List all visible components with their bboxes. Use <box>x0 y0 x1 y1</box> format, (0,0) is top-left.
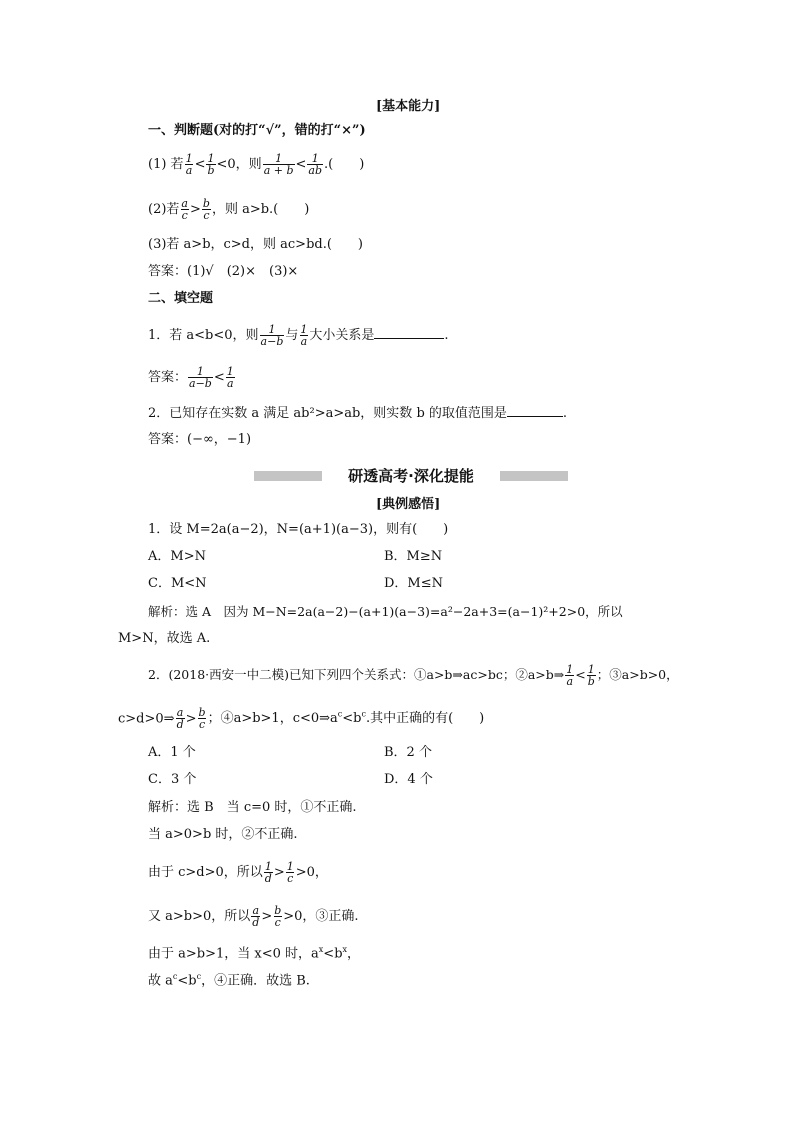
example-2-question-line-1: 2．(2018·西安一中二模)已知下列四个关系式：①a>b⇒ac>bc；②a>b⇒ $\frac{1}{a}$ < $\frac{1}{b}$ ；③a>b>0， <box>148 663 679 688</box>
example-2-solution-line-5: 由于 a>b>1，当 x<0 时，$a^x<b^x$， <box>148 945 361 962</box>
section-header-examples: [典例感悟] <box>376 497 441 512</box>
example-2-option-c: C．3 个 <box>148 772 197 787</box>
example-2-solution-line-1: 解析：选 B 当 c=0 时，①不正确. <box>148 800 357 815</box>
section-banner <box>254 466 568 486</box>
fraction: $\frac{1}{a}$ <box>300 323 308 348</box>
fraction: $\frac{a}{d}$ <box>176 706 184 732</box>
banner-title: 研透高考·深化提能 <box>322 466 500 486</box>
fraction: $\frac{1}{a}$ <box>185 152 193 177</box>
fraction: $\frac{a}{c}$ <box>181 197 188 222</box>
example-2-solution-line-6: 故 $a^c<b^c$，④正确．故选 B. <box>148 972 310 989</box>
fraction: $\frac{1}{a}$ <box>566 663 574 688</box>
section-title-fill: 二、填空题 <box>148 291 214 306</box>
section-header-basic: [基本能力] <box>376 99 441 114</box>
fill-question-1: 1．若 a<b<0，则 $\frac{1}{a-b}$ 与 $\frac{1}{a}$ 大小关系是 . <box>148 323 449 348</box>
fraction: $\frac{1}{a + b}$ <box>263 152 294 177</box>
example-1-solution-line-2: M>N，故选 A. <box>118 631 211 646</box>
example-1-option-c: C．M<N <box>148 576 207 591</box>
answer-judge: 答案：(1)√ (2)× (3)× <box>148 264 299 279</box>
fill-question-2: 2．已知存在实数 a 满足 ab²>a>ab，则实数 b 的取值范围是 . <box>148 406 568 421</box>
fraction: $\frac{1}{a-b}$ <box>260 323 284 348</box>
answer-blank <box>374 326 444 339</box>
fraction: $\frac{1}{ab}$ <box>308 152 323 177</box>
fill-answer-1: 答案： $\frac{1}{a-b}$ < $\frac{1}{a}$ <box>148 365 234 390</box>
question-1-2: (2)若 $\frac{a}{c}$ > $\frac{b}{c}$ ，则 a>b.( ) <box>148 197 310 222</box>
example-1-option-b: B．M≥N <box>384 549 443 564</box>
fraction: $\frac{b}{c}$ <box>198 706 206 732</box>
example-1-option-a: A．M>N <box>148 549 206 564</box>
fraction: $\frac{1}{b}$ <box>587 663 595 688</box>
q-text: (1) 若 <box>148 157 184 172</box>
example-2-solution-line-2: 当 a>0>b 时，②不正确. <box>148 827 298 842</box>
example-2-option-d: D．4 个 <box>384 772 433 787</box>
example-1-question: 1．设 M=2a(a−2)，N=(a+1)(a−3)，则有( ) <box>148 522 449 537</box>
fraction: $\frac{b}{c}$ <box>274 904 282 929</box>
example-2-solution-line-4: 又 a>b>0，所以 $\frac{a}{d}$ > $\frac{b}{c}$ >0，③正确. <box>148 904 359 929</box>
example-2-option-b: B．2 个 <box>384 745 432 760</box>
example-2-solution-line-3: 由于 c>d>0，所以 $\frac{1}{d}$ > $\frac{1}{c}$ >0， <box>148 860 328 885</box>
fraction: $\frac{1}{c}$ <box>286 860 294 885</box>
example-1-solution-line-1: 解析：选 A 因为 M−N=2a(a−2)−(a+1)(a−3)=a²−2a+3=(a−1)²+2>0，所以 <box>148 604 623 619</box>
example-2-option-a: A．1 个 <box>148 745 196 760</box>
question-1-1: (1) 若 $\frac{1}{a}$ < $\frac{1}{b}$ <0，则 $\frac{1}{a + b}$ < $\frac{1}{ab}$ .( ) <box>148 152 365 177</box>
banner-bar-left <box>254 471 324 481</box>
example-2-question-line-2: c>d>0⇒ $\frac{a}{d}$ > $\frac{b}{c}$ ；④a>b>1，$c<0\Rightarrow a^c<b^c$.其中正确的有( ) <box>118 706 485 732</box>
banner-bar-right <box>498 471 568 481</box>
fraction: $\frac{1}{b}$ <box>207 152 215 177</box>
fraction: $\frac{1}{a-b}$ <box>189 365 212 390</box>
answer-blank <box>507 404 563 417</box>
fill-answer-2: 答案：(−∞，−1) <box>148 432 252 447</box>
question-1-3: (3)若 a>b，c>d，则 ac>bd.( ) <box>148 237 363 252</box>
fraction: $\frac{1}{d}$ <box>264 860 272 885</box>
fraction: $\frac{b}{c}$ <box>202 197 210 222</box>
fraction: $\frac{a}{d}$ <box>252 904 260 929</box>
example-1-option-d: D．M≤N <box>384 576 444 591</box>
section-title-judge: 一、判断题(对的打“√”，错的打“×”) <box>148 123 366 138</box>
fraction: $\frac{1}{a}$ <box>226 365 234 390</box>
